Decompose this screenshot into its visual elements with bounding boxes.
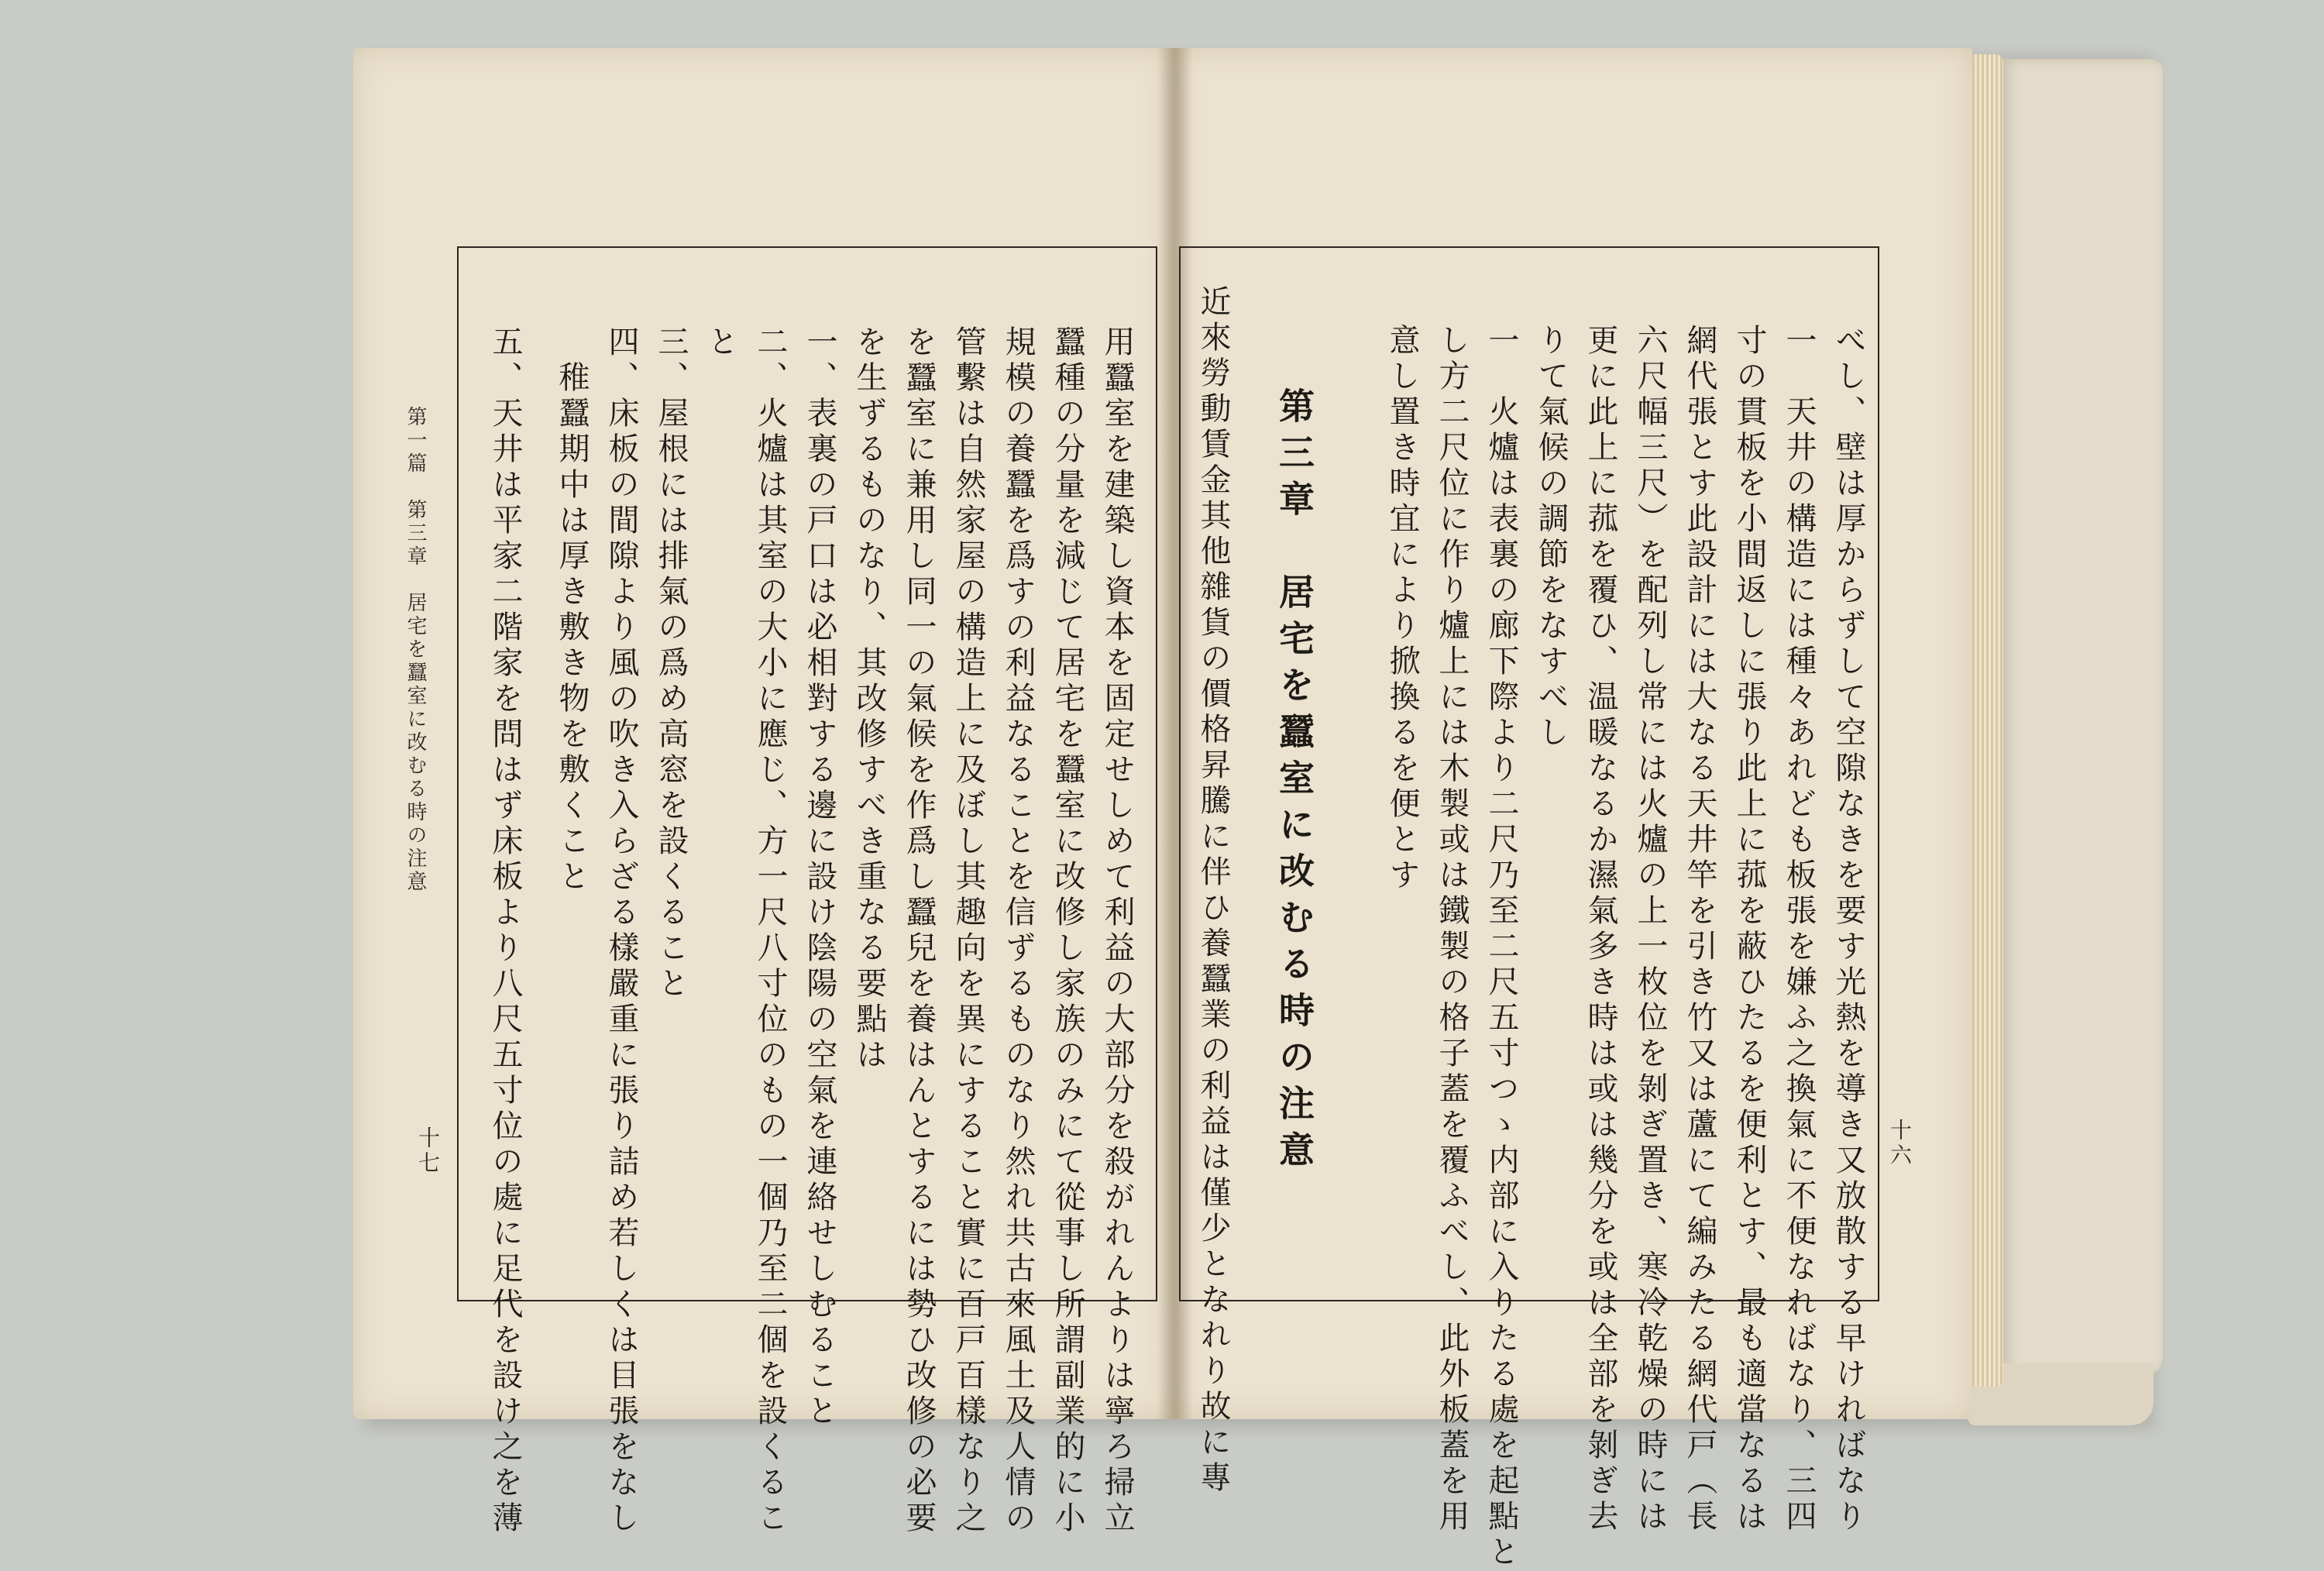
text-column: と [703,325,738,361]
text-column: 蠶種の分量を減じて居宅を蠶室に改修し家族のみにて從事し所謂副業的に小 [1050,325,1085,1537]
text-column: 三、屋根には排氣の爲め高窓を設くること [653,325,689,1002]
book-back-cover [2003,59,2163,1376]
right-page-number: 十六 [1887,1119,1913,1168]
text-column: を蠶室に兼用し同一の氣候を作爲し蠶兒を養はんとするには勢ひ改修の必要 [901,325,937,1537]
text-column: 寸の貫板を小間返しに張り此上に菰を蔽ひたるを便利とす、最も適當なるは [1731,324,1767,1535]
text-column: 意し置き時宜により掀換るを便とす [1384,324,1420,894]
running-head: 第一篇 第三章 居宅を蠶室に改むる時の注意 [404,406,427,894]
left-text-frame [457,246,1157,1537]
text-column: 二、火爐は其室の大小に應じ、方一尺八寸位のもの一個乃至二個を設くるこ [752,325,788,1537]
text-column: 更に此上に菰を覆ひ、温暖なるか濕氣多き時は或は幾分を或は全部を剝ぎ去 [1583,324,1618,1535]
text-column: 一 火爐は表裏の廊下際より二尺乃至二尺五寸つゝ内部に入りたる處を起點と [1483,324,1519,1571]
text-column: し方二尺位に作り爐上には木製或は鐵製の格子蓋を覆ふべし、此外板蓋を用 [1434,324,1470,1535]
right-text-frame [1179,246,1879,1571]
text-column: べし、壁は厚からずして空隙なきを要す光熱を導き又放散する早ければなり [1831,324,1866,1535]
chapter-heading: 第三章 居宅を蠶室に改むる時の注意 [1274,387,1315,1177]
text-column: 稚蠶期中は厚き敷き物を敷くこと [554,325,590,896]
text-column: りて氣候の調節をなすべし [1533,324,1569,751]
text-column: 四、床板の間隙より風の吹き入らざる樣嚴重に張り詰め若しくは目張をなし [603,325,639,1537]
left-page-number: 十七 [415,1126,441,1176]
text-column: 五、天井は平家二階家を問はず床板より八尺五寸位の處に足代を設け之を薄 [487,325,523,1537]
text-column: 一 天井の構造には種々あれども板張を嫌ふ之換氣に不便なればなり、三四 [1781,324,1817,1535]
text-column: 近來勞動賃金其他雜貨の價格昇騰に伴ひ養蠶業の利益は僅少となれり故に專 [1195,285,1231,1497]
text-column: を生ずるものなり、其改修すべき重なる要點は [851,325,887,1074]
text-column: 六尺幅三尺）を配列し常には火爐の上一枚位を剝ぎ置き、寒冷乾燥の時には [1632,324,1668,1535]
text-column: 網代張とす此設計には大なる天井竿を引き竹又は蘆にて編みたる網代戸（長 [1682,324,1717,1535]
text-column: 一、表裏の戸口は必相對する邊に設け陰陽の空氣を連絡せしむること [802,325,837,1430]
text-column: 用蠶室を建築し資本を固定せしめて利益の大部分を殺がれんよりは寧ろ掃立 [1099,325,1135,1537]
text-column: 管繫は自然家屋の構造上に及ぼし其趣向を異にすること實に百戸百樣なり之 [951,325,986,1537]
page-edges [1968,54,2003,1387]
text-column: 規模の養蠶を爲すの利益なることを信ずるものなり然れ共古來風土及人情の [1000,325,1036,1537]
